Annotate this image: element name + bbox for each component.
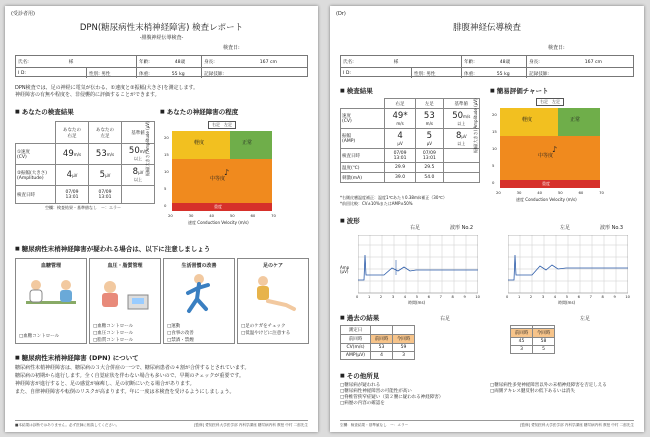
- sex-value: 男性: [426, 72, 436, 77]
- cv-ref-value: 50: [128, 146, 140, 156]
- weight-label: 体重:: [139, 72, 150, 77]
- cv-left-value: 53: [423, 110, 435, 121]
- col-left-foot: 左足: [416, 99, 443, 109]
- stim-left: 54.0: [416, 173, 443, 183]
- amp-ref-value: 8: [132, 167, 139, 177]
- height-value: 167: [259, 60, 269, 65]
- past-right-label: 右足: [440, 316, 451, 322]
- running-illustration: [164, 271, 234, 319]
- waveform-right-side: 右足: [410, 225, 421, 231]
- results-table: [340, 98, 480, 183]
- about-line-3: 神経障害が進行すると、足の感覚が麻痺し、足の切断にいたる場合があります。: [15, 381, 195, 387]
- findings-right: □糖尿病性多発神経障害以外の末梢神経障害を否定しえる □両側アキレス腱反射の低下あるいは消失: [490, 383, 607, 394]
- datetime-right: 07/09 13:01: [56, 186, 89, 204]
- amp-left-value: 5: [99, 170, 106, 180]
- footer-supervisor: [監修] 愛知医科大学医学部 内科学講座 糖尿病内科 教授 中村 二郎先生: [520, 423, 634, 427]
- page-footer: [340, 420, 634, 428]
- table-row: 刺激(mA) 39.0 54.0: [341, 173, 480, 183]
- about-line-2: 糖尿病の初期から進行します。全く自覚症状を伴わない場合も多いので、早期のチェックが重要です。: [15, 373, 244, 379]
- age-value: 48: [174, 60, 181, 65]
- care-panel-glucose: 血糖管理 □血糖コントロール: [15, 258, 87, 344]
- table-row: ①速度 (CV) 49m/s 53m/s 50m/s 以上: [16, 144, 155, 165]
- chart-x-label: 速度 Conduction Velocity (m/s): [188, 220, 249, 225]
- report-audience-tag: (Dr): [336, 11, 346, 17]
- waveform-left-side: 左足: [560, 225, 571, 231]
- eval-chart: 右足 左足 振幅(大きさ) Amplitude (μV) 軽度 正常 中等度 重度 ♪ 20 15 10 5 0 20 30 40 50 60 70 速度 Conduction Velocity (m/s): [488, 98, 638, 206]
- care-panel-lifestyle: 生活習慣の改善 □運動 □食事の改善 □禁酒・禁煙: [163, 258, 235, 344]
- past-results-left: 前回時 今回時 45 58 3 5: [510, 325, 555, 354]
- section-about-dpn: ■ 糖尿病性末梢神経障害 (DPN) について: [15, 353, 139, 362]
- amp-right-value: 4: [66, 170, 73, 180]
- height-value: 167: [584, 60, 594, 65]
- waveform-right: 右足 波形 No.2 Amp (μV) 0 1 2 3 4 5 6 7 8 9 10 時間(ms): [340, 225, 480, 305]
- chart-y-label: 振幅(大きさ) Amplitude (μV): [145, 121, 150, 176]
- report-title: 腓腹神経伝導検査: [452, 23, 521, 33]
- age-label: 年齢:: [139, 60, 150, 65]
- height-unit: cm: [595, 60, 603, 65]
- intro-line-1: DPN検査では、足の神経に電気が伝わる、①速度と②振幅(大きさ)を測定します。: [15, 85, 199, 91]
- age-label: 年齢:: [464, 60, 475, 65]
- id-label: I D:: [343, 71, 351, 76]
- waveform-right-plot: [358, 235, 478, 295]
- care-panel-bp: 血圧・脂質管理 □血糖コントロール □血圧コントロール □脂質コントロール: [89, 258, 161, 344]
- weight-label: 体重:: [464, 72, 475, 77]
- chart-x-label: 速度 Conduction Velocity (m/s): [516, 197, 577, 202]
- waveform-left: 左足 波形 No.3 0 1 2 3 4 5 6 7 8 9 10 時間(ms): [506, 225, 630, 305]
- waveform-left-plot: [508, 235, 628, 295]
- care-panel-foot: 足のケア □足のケガをチェック □低温やけどに注意する: [237, 258, 309, 344]
- sex-value: 男性: [101, 72, 111, 77]
- record-tech-label: 記録技師:: [204, 72, 224, 77]
- patient-report-page: [5, 6, 318, 432]
- name-value: 様: [68, 60, 74, 65]
- patient-info-header: [15, 55, 308, 77]
- doctor-consult-illustration: [16, 271, 86, 319]
- zone-label-mild: 軽度: [194, 140, 205, 146]
- footer-supervisor: [監修] 愛知医科大学医学部 内科学講座 糖尿病内科 教授 中村 二郎先生: [194, 423, 308, 427]
- patient-info-header: [340, 55, 634, 77]
- row-label-cv: ①速度 (CV): [16, 144, 56, 165]
- col-left-foot: あなたの 左足: [89, 122, 122, 144]
- section-past-results: ■ 過去の結果: [340, 313, 379, 322]
- right-foot-marker: ♪: [224, 168, 230, 177]
- name-value: 様: [393, 60, 399, 65]
- legend-note: 空欄：検査結果・基準値なし ー：エラー: [45, 205, 121, 210]
- row-label-datetime: 検査日時: [16, 186, 56, 204]
- col-right-foot: 右足: [385, 99, 416, 109]
- table-row: ②振幅(大きさ) (Amplitude) 4μV 5μV 8μV 以上: [16, 165, 155, 186]
- report-subtitle: -腓腹神経伝導検査-: [139, 35, 184, 41]
- section-degree: ■ あなたの神経障害の程度: [160, 107, 238, 116]
- table-row: 温度(℃) 29.9 29.5: [341, 163, 480, 173]
- name-label: 氏名:: [343, 60, 354, 65]
- weight-unit: kg: [504, 72, 510, 77]
- weight-value: 55: [496, 72, 503, 77]
- record-tech-label: 記録技師:: [529, 72, 549, 77]
- temp-right: 29.9: [385, 163, 416, 173]
- id-label: I D:: [18, 71, 26, 76]
- table-row: [16, 186, 155, 204]
- sex-label: 性別:: [414, 72, 425, 77]
- sex-label: 性別:: [89, 72, 100, 77]
- temp-left: 29.5: [416, 163, 443, 173]
- waveform-right-label: 波形 No.2: [450, 225, 474, 231]
- right-foot-marker: ♪: [552, 145, 558, 154]
- zone-label-normal: 正常: [242, 140, 253, 146]
- weight-value: 55: [171, 72, 178, 77]
- intro-line-2: 神経障害の有無や程度を、非侵襲的に評価することができます。: [15, 92, 160, 98]
- weight-unit: kg: [179, 72, 185, 77]
- cv-left-value: 53: [95, 149, 107, 159]
- about-line-1: 糖尿病性末梢神経障害は、糖尿病の３大合併症の一つで、糖尿病患者の４割が合併するとされています。: [15, 365, 250, 371]
- section-findings: ■ その他所見: [340, 371, 379, 380]
- section-waveform: ■ 波形: [340, 216, 360, 225]
- chart-y-label: 振幅(大きさ) Amplitude (μV): [473, 98, 478, 153]
- doctor-report-page: [330, 6, 644, 432]
- section-eval-chart: ■ 簡易評価チャート: [490, 86, 549, 95]
- exam-date-label: 検査日:: [223, 45, 240, 51]
- degree-chart: 右足 左足 振幅(大きさ) Amplitude (μV) 軽度 正常 中等度 重度 ♪ 20 15 10 5 0 20 30 40 50 60 70 速度 Conduction Velocity (m/s): [160, 121, 310, 229]
- section-attention: ■ 糖尿病性末梢神経障害が疑われる場合は、以下に注意しましょう: [15, 244, 210, 253]
- section-your-results: ■ あなたの検査結果: [15, 107, 74, 116]
- table-row: 振幅 (AMP) 4 μV 5 μV 8μV 以上: [341, 129, 480, 149]
- foot-check-illustration: [238, 271, 308, 319]
- chart-legend: 右足 左足: [208, 121, 236, 129]
- exam-date-label: 検査日:: [548, 45, 565, 51]
- height-label: 身長:: [204, 60, 215, 65]
- about-line-4: また、自律神経障害や転倒のリスクが高まります。年に一度は本検査を受けるようにしましょう。: [15, 389, 235, 395]
- past-results-right: 測定日 前回時 前回時 今回時 CV(m/s) 53 59 AMP(μV) 4 3: [340, 325, 415, 360]
- name-label: 氏名:: [18, 60, 29, 65]
- col-right-foot: あなたの 右足: [56, 122, 89, 144]
- zone-label-moderate: 中等度: [210, 176, 226, 182]
- amp-right-value: 4: [397, 130, 403, 141]
- table-row: 速度 (CV) 49* m/s 53 m/s 50m/s 以上: [341, 109, 480, 129]
- row-label-amp: ②振幅(大きさ) (Amplitude): [16, 165, 56, 186]
- footer-note: ■本結果は診断ではありません。必ず医師に相談してください。: [15, 423, 120, 427]
- col-reference: 基準値: [443, 99, 479, 109]
- section-results: ■ 検査結果: [340, 86, 373, 95]
- chart-legend: 右足 左足: [536, 98, 564, 106]
- age-unit: 歳: [505, 60, 511, 65]
- comparison-note: *前回比較：CV±10%またはAMP±50%: [340, 201, 413, 206]
- amp-left-value: 5: [426, 130, 433, 141]
- report-audience-tag: (受診者用): [11, 11, 35, 17]
- zone-severe: [172, 203, 272, 211]
- height-label: 身長:: [529, 60, 540, 65]
- report-title: DPN(糖尿病性末梢神経障害) 検査レポート: [79, 23, 244, 33]
- footer-note: 空欄：検査結果・基準値なし ー：エラー: [340, 423, 409, 427]
- datetime-left: 07/09 13:01: [89, 186, 122, 204]
- zone-label-severe: 重度: [214, 204, 222, 209]
- col-reference: 基準値: [122, 122, 155, 144]
- page-footer: [15, 420, 308, 428]
- results-table: [15, 121, 155, 204]
- age-unit: 歳: [180, 60, 186, 65]
- cv-right-value: 49: [392, 110, 404, 121]
- waveform-left-label: 波形 No.3: [600, 225, 624, 231]
- past-left-label: 左足: [580, 316, 591, 322]
- zone-severe: [500, 180, 600, 188]
- age-value: 48: [499, 60, 506, 65]
- height-unit: cm: [270, 60, 278, 65]
- stim-right: 39.0: [385, 173, 416, 183]
- temp-correction-note: *右側皮膚温度補正：温度1℃あたり0.38m/s補正（30℃）: [340, 195, 447, 200]
- bp-monitor-illustration: [90, 271, 160, 319]
- findings-left: □糖尿病が疑われる □糖尿病性神経障害の可能性が高い □脊椎管狭窄症疑い（第２腰に疑われる神経障害） □病歴の内容の確認を: [340, 383, 444, 406]
- cv-right-value: 49: [62, 149, 74, 159]
- table-row: 検査日時 07/09 13:01 07/09 13:01: [341, 149, 480, 163]
